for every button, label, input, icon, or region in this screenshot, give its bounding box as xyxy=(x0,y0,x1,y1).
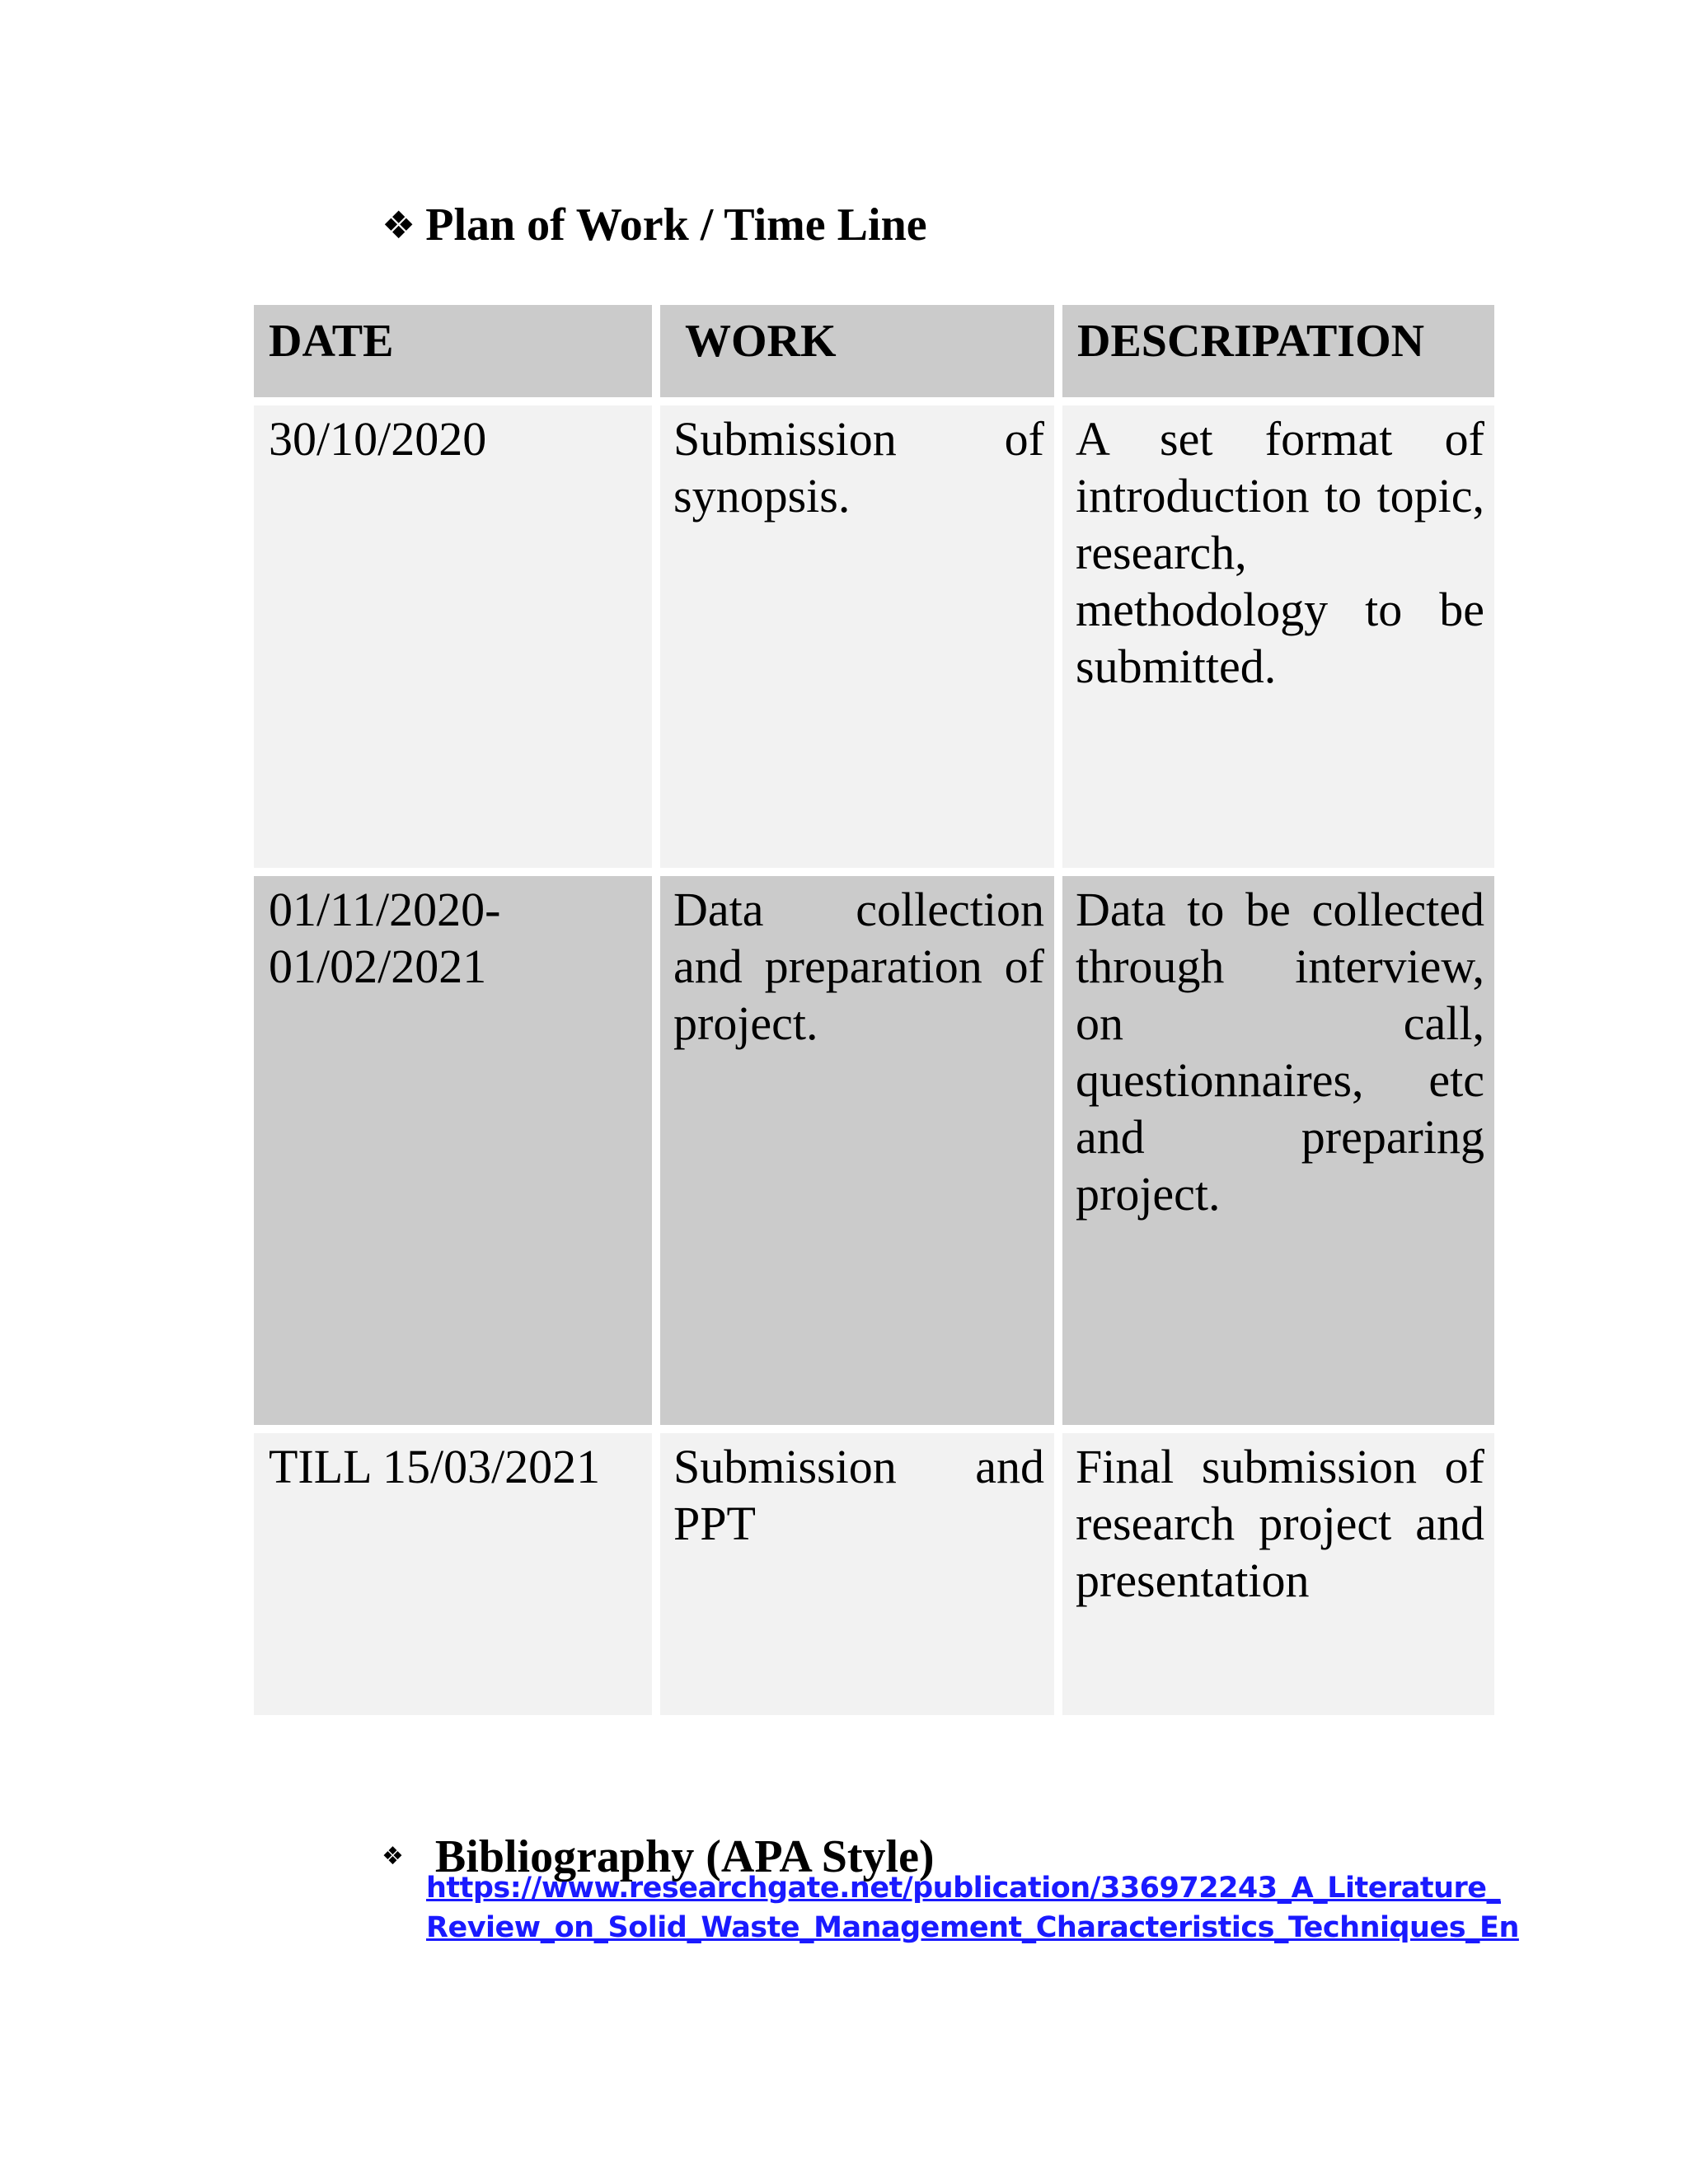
bibliography-link-line[interactable]: Review_on_Solid_Waste_Management_Characteristics_Techniques_En xyxy=(426,1911,1519,1944)
column-header-date: DATE xyxy=(254,305,652,397)
bibliography-link[interactable] xyxy=(426,1868,1519,1947)
diamond-bullet-icon: ❖ xyxy=(382,203,416,247)
diamond-bullet-icon: ❖ xyxy=(382,1842,404,1871)
table-header-row xyxy=(254,305,1494,397)
plan-of-work-heading xyxy=(382,199,927,251)
table-row xyxy=(254,405,1494,868)
work-cell: Submission and PPT xyxy=(660,1433,1054,1715)
description-cell: Data to be collected through interview, on call, questionnaires, etc and preparing project. xyxy=(1062,876,1494,1425)
description-cell: A set format of introduction to topic, research, methodology to be submitted. xyxy=(1062,405,1494,868)
date-cell: 01/11/2020-01/02/2021 xyxy=(254,876,652,1425)
plan-of-work-title: Plan of Work / Time Line xyxy=(425,199,927,251)
table-row xyxy=(254,876,1494,1425)
description-cell: Final submission of research project and presentation xyxy=(1062,1433,1494,1715)
timeline-table xyxy=(246,297,1503,1723)
table-row xyxy=(254,1433,1494,1715)
work-cell: Data collection and preparation of project. xyxy=(660,876,1054,1425)
bibliography-link-line[interactable]: https://www.researchgate.net/publication/336972243_A_Literature_ xyxy=(426,1872,1501,1905)
column-header-work: WORK xyxy=(660,305,1054,397)
bibliography-title: Bibliography (APA Style) xyxy=(434,1831,935,1882)
date-cell: TILL 15/03/2021 xyxy=(254,1433,652,1715)
work-cell: Submission of synopsis. xyxy=(660,405,1054,868)
date-cell: 30/10/2020 xyxy=(254,405,652,868)
column-header-description: DESCRIPATION xyxy=(1062,305,1494,397)
